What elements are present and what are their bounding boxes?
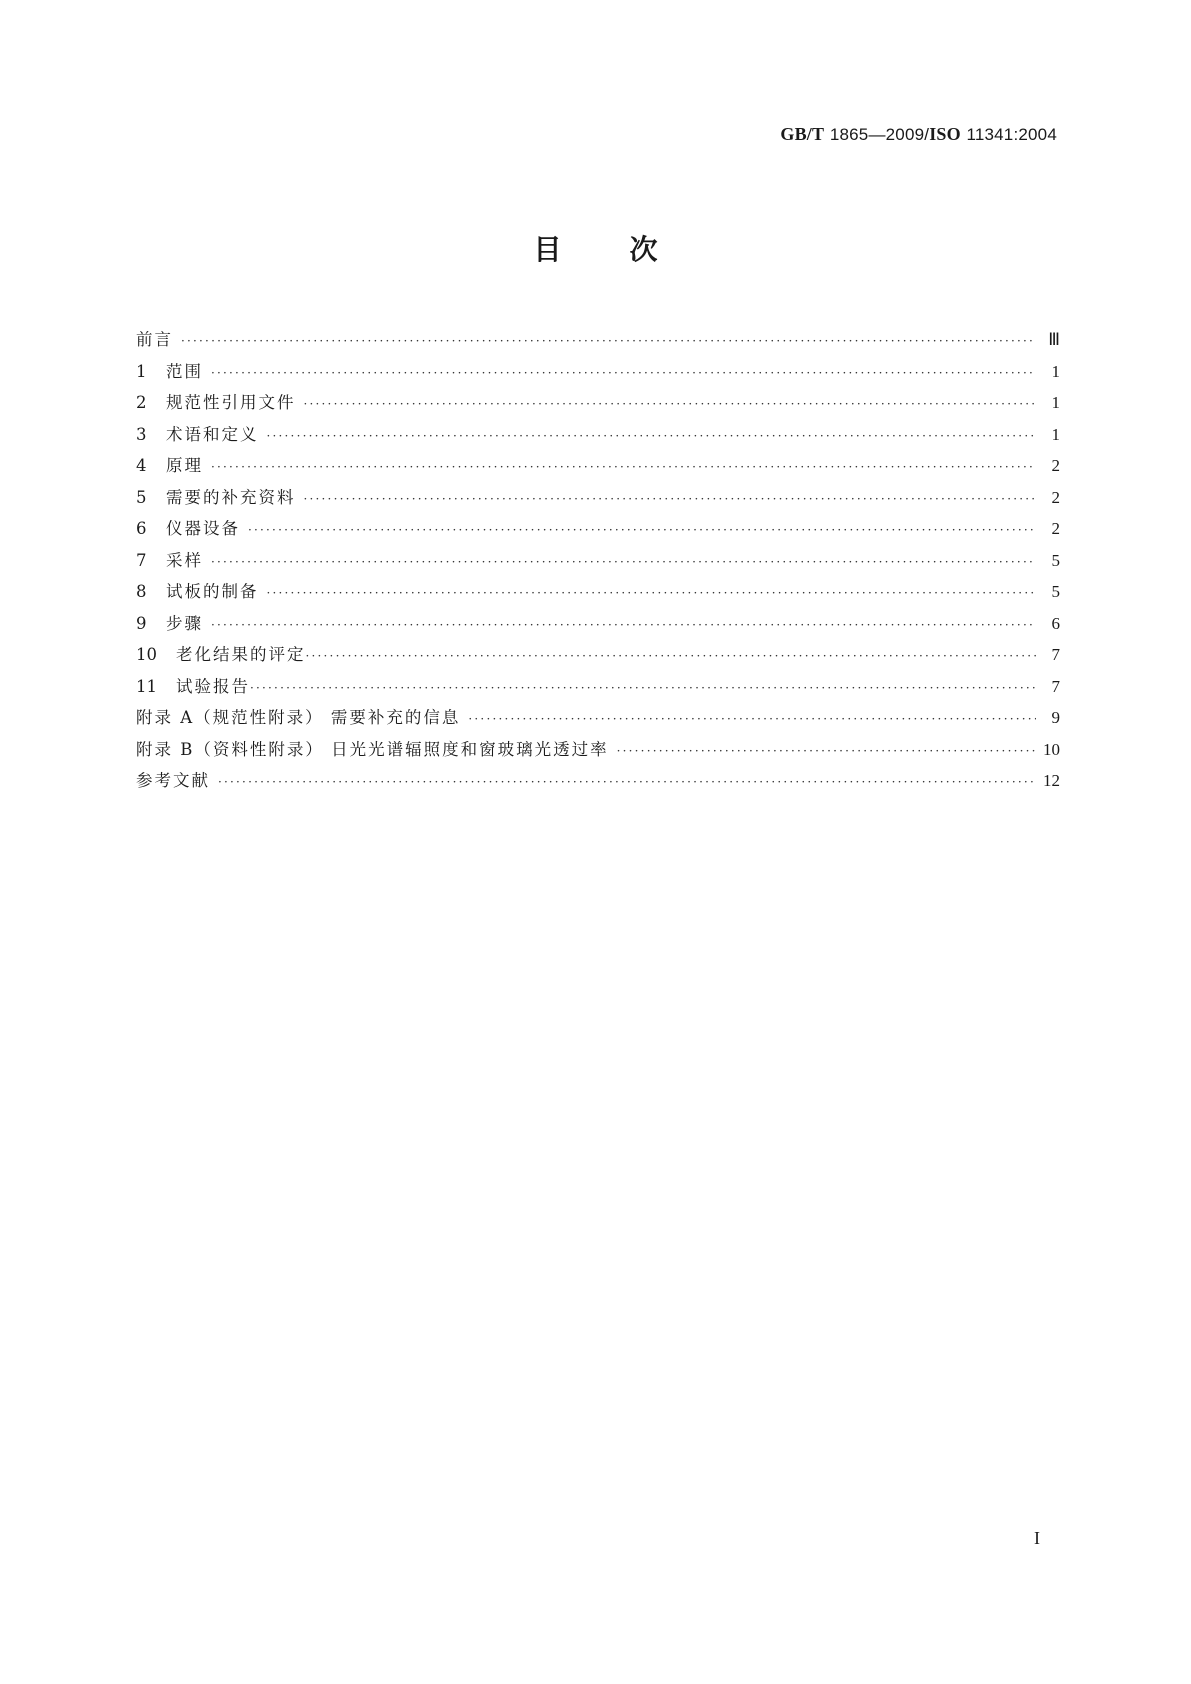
dot-leader <box>267 429 1037 443</box>
toc-page: 2 <box>1051 456 1060 475</box>
toc-label: 需要的补充资料 <box>166 487 296 507</box>
toc-page: 12 <box>1043 771 1060 790</box>
toc-page: 1 <box>1051 361 1060 381</box>
dot-leader <box>267 586 1037 600</box>
toc-page: 10 <box>1043 739 1060 759</box>
toc-num: 8 <box>136 582 147 601</box>
toc-entry-annex-a[interactable] <box>136 704 1060 736</box>
toc-num: 6 <box>136 519 147 538</box>
dot-leader <box>250 681 1036 695</box>
gb-prefix: GB/T <box>780 124 825 144</box>
toc-entry-annex-b[interactable] <box>136 736 1060 768</box>
toc-entry-3[interactable] <box>136 421 1060 453</box>
toc-num: 9 <box>136 613 147 633</box>
toc-entry-9[interactable] <box>136 610 1060 642</box>
toc-page: 1 <box>1051 424 1060 444</box>
toc-label: 仪器设备 <box>166 519 240 538</box>
toc-num: 1 <box>136 361 147 381</box>
toc-num: 11 <box>136 676 157 696</box>
table-of-contents <box>136 326 1060 799</box>
title-char-1: 目 <box>533 233 562 266</box>
toc-label: 附录 A（规范性附录） 需要补充的信息 <box>136 708 461 727</box>
toc-label: 术语和定义 <box>166 424 259 444</box>
toc-entry-2[interactable] <box>136 389 1060 421</box>
toc-page: 2 <box>1051 487 1060 507</box>
dot-leader <box>211 460 1036 474</box>
toc-entry-4[interactable] <box>136 452 1060 484</box>
toc-num: 5 <box>136 487 147 507</box>
toc-page: Ⅲ <box>1048 330 1060 349</box>
page-title <box>0 228 1191 268</box>
dot-leader <box>218 775 1036 789</box>
dot-leader <box>306 649 1037 663</box>
title-char-2: 次 <box>629 233 658 266</box>
toc-page: 5 <box>1051 550 1060 570</box>
standard-number-header <box>780 124 1057 145</box>
toc-num: 7 <box>136 550 147 570</box>
toc-entry-6[interactable] <box>136 515 1060 547</box>
gb-number: 1865—2009/ <box>829 125 930 144</box>
toc-label: 原理 <box>166 456 203 475</box>
iso-prefix: ISO <box>929 124 961 144</box>
dot-leader <box>181 334 1036 348</box>
toc-label: 规范性引用文件 <box>166 393 296 412</box>
toc-label: 步骤 <box>166 613 203 633</box>
toc-page: 7 <box>1051 645 1060 664</box>
toc-num: 2 <box>136 393 147 412</box>
toc-page: 7 <box>1051 676 1060 696</box>
toc-entry-foreword[interactable] <box>136 326 1060 358</box>
toc-page: 6 <box>1051 613 1060 633</box>
toc-label: 试验报告 <box>176 676 250 696</box>
toc-page: 9 <box>1051 708 1060 727</box>
toc-page: 1 <box>1051 393 1060 412</box>
dot-leader <box>211 618 1036 632</box>
dot-leader <box>211 555 1036 569</box>
toc-page: 2 <box>1051 519 1060 538</box>
toc-entry-1[interactable] <box>136 358 1060 390</box>
toc-entry-7[interactable] <box>136 547 1060 579</box>
toc-entry-10[interactable] <box>136 641 1060 673</box>
toc-label: 老化结果的评定 <box>176 645 306 664</box>
dot-leader <box>304 492 1037 506</box>
page-number: I <box>1034 1528 1040 1548</box>
toc-entry-5[interactable] <box>136 484 1060 516</box>
toc-label: 采样 <box>166 550 203 570</box>
toc-label: 参考文献 <box>136 771 210 790</box>
toc-label: 附录 B（资料性附录） 日光光谱辐照度和窗玻璃光透过率 <box>136 739 609 759</box>
toc-num: 4 <box>136 456 147 475</box>
toc-num: 10 <box>136 645 157 664</box>
toc-label: 范围 <box>166 361 203 381</box>
dot-leader <box>304 397 1037 411</box>
toc-entry-bibliography[interactable] <box>136 767 1060 799</box>
dot-leader <box>211 366 1036 380</box>
dot-leader <box>617 744 1036 758</box>
toc-label: 前言 <box>136 330 173 349</box>
toc-entry-8[interactable] <box>136 578 1060 610</box>
dot-leader <box>468 712 1036 726</box>
toc-label: 试板的制备 <box>166 582 259 601</box>
toc-num: 3 <box>136 424 147 444</box>
toc-page: 5 <box>1051 582 1060 601</box>
dot-leader <box>248 523 1036 537</box>
toc-entry-11[interactable] <box>136 673 1060 705</box>
iso-number: 11341:2004 <box>966 125 1057 144</box>
